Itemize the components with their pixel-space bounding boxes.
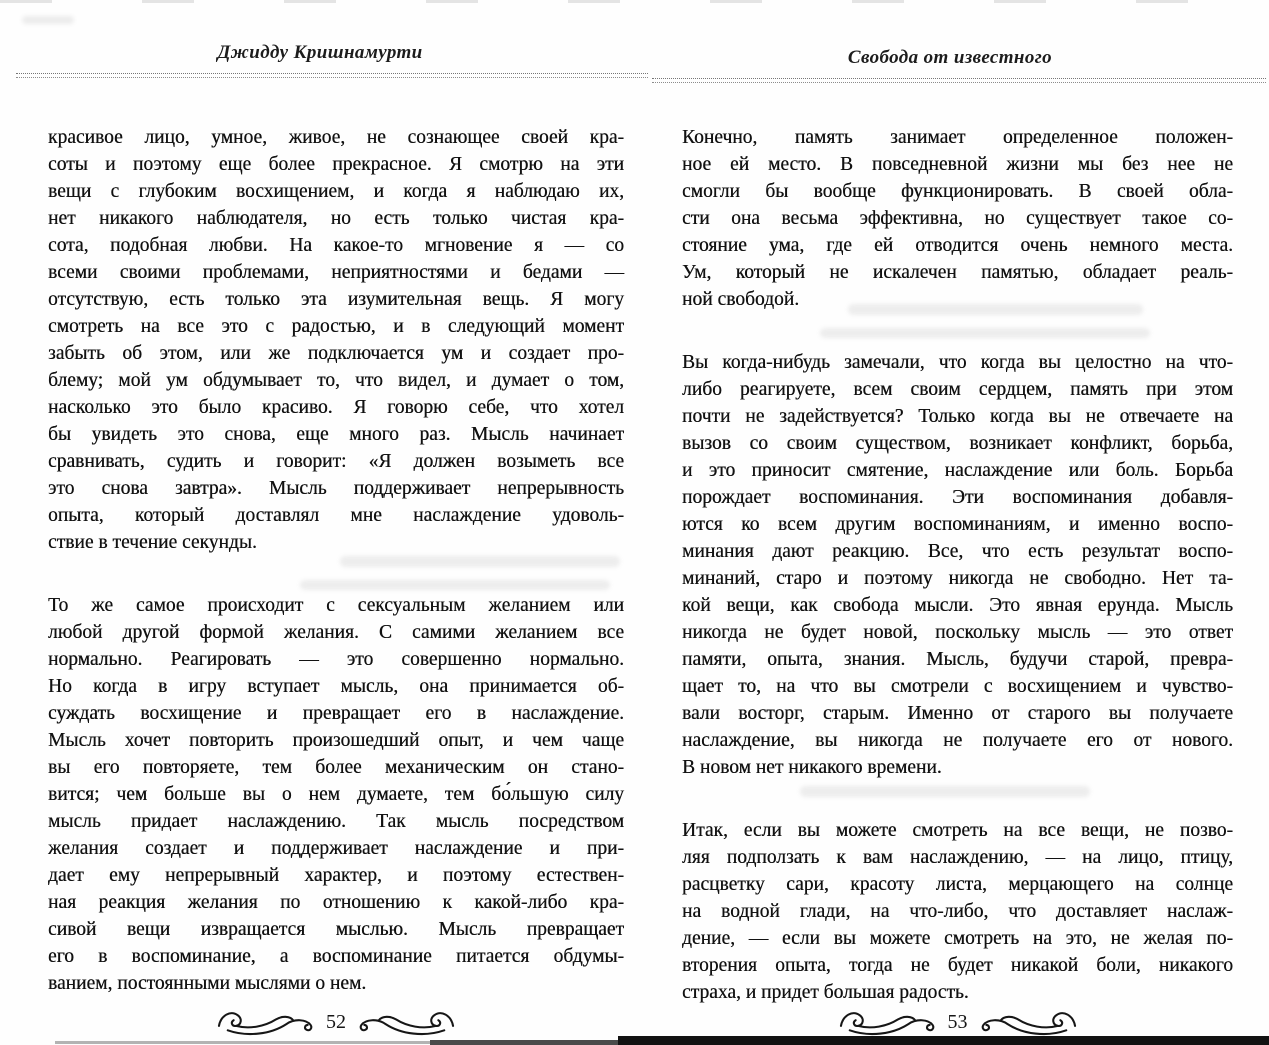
text-line: минания дают реакцию. Все, что есть результат воспо-: [682, 541, 1233, 562]
right-running-head: Свобода от известного: [847, 47, 1053, 68]
text-line: желания создает и поддерживает наслаждение и при-: [48, 838, 624, 859]
text-line: соты и поэтому еще более прекрасное. Я смотрю на эти: [48, 154, 624, 175]
text-line: Ум, который не искалечен памятью, обладает реаль-: [682, 262, 1233, 283]
text-line: мысль придает наслаждению. Так мысль посредством: [48, 811, 624, 832]
text-line: всеми своими проблемами, неприятностями и бедами —: [48, 262, 624, 283]
text-line: суждать восхищение и превращает его в наслаждение.: [48, 703, 624, 724]
right-page-number: 53: [947, 1010, 968, 1033]
text-line: Но когда в игру вступает мысль, она принимается об-: [48, 676, 624, 697]
text-line: ное ей место. В повседневной жизни мы без нее не: [682, 154, 1233, 175]
text-line: дение, — если вы можете смотреть на это, не желая по-: [682, 928, 1233, 949]
text-line: вали восторг, старым. Именно от старого вы получаете: [682, 703, 1233, 724]
text-line: страха, и придет большая радость.: [682, 982, 969, 1003]
text-line: расцветку сари, красоту листа, мерцающего на солнце: [682, 874, 1233, 895]
paragraph: [682, 124, 1233, 313]
text-line: щает то, на что вы смотрели с восхищением и чувство-: [682, 676, 1233, 697]
text-line: вторения опыта, тогда не будет никакой боли, никакого: [682, 955, 1233, 976]
text-line: ются ко всем другим воспоминаниям, и именно воспо-: [682, 514, 1233, 535]
text-line: красивое лицо, умное, живое, не сознающее своей кра-: [48, 127, 624, 148]
text-line: нет никакого наблюдателя, но есть только чистая кра-: [48, 208, 624, 229]
text-line: памяти, опыта, знания. Мысль, будучи старой, превра-: [682, 649, 1233, 670]
text-line: ной свободой.: [682, 289, 800, 310]
text-line: минаний, старо и поэтому никогда не свободно. Нет та-: [682, 568, 1233, 589]
flourish-ornament-icon: [358, 1007, 456, 1037]
text-line: Итак, если вы можете смотреть на все вещи, не позво-: [682, 820, 1233, 841]
text-line: сравнивать, судить и говорит: «Я должен возыметь все: [48, 451, 624, 472]
text-line: В новом нет никакого времени.: [682, 757, 942, 778]
scan-artifact-showthrough: [340, 556, 620, 567]
left-running-head: Джидду Кришнамурти: [217, 42, 423, 63]
text-line: кой вещи, как свобода мысли. Это явная ерунда. Мысль: [682, 595, 1233, 616]
text-line: наслаждение, вы никогда не получаете его от нового.: [682, 730, 1233, 751]
text-line: либо реагируете, всем своим сердцем, память при этом: [682, 379, 1233, 400]
scan-artifact-corner: [22, 16, 74, 24]
text-line: То же самое происходит с сексуальным желанием или: [48, 595, 624, 616]
flourish-ornament-icon: [838, 1007, 936, 1037]
text-line: блему; мой ум обдумывает то, что видел, и думает о том,: [48, 370, 624, 391]
text-line: вы его повторяете, тем более механическим он стано-: [48, 757, 624, 778]
text-line: смогли бы вообще функционировать. В своей обла-: [682, 181, 1233, 202]
text-line: забыть об этом, или же подключается ум и создает про-: [48, 343, 624, 364]
text-line: отсутствую, есть только эта изумительная вещь. Я могу: [48, 289, 624, 310]
left-page-number: 52: [326, 1010, 346, 1033]
text-line: сти она весьма эффективна, но существует такое со-: [682, 208, 1233, 229]
text-line: нормально. Реагировать — это совершенно нормально.: [48, 649, 624, 670]
text-line: ванием, постоянными мыслями о нем.: [48, 973, 367, 994]
text-line: ная реакция желания по отношению к какой-либо кра-: [48, 892, 624, 913]
text-line: смотреть на все это с радостью, и в следующий момент: [48, 316, 624, 337]
right-page-body: [682, 124, 1233, 1042]
paragraph: [48, 124, 624, 556]
text-line: ствие в течение секунды.: [48, 532, 257, 553]
text-line: Мысль хочет повторить произошедший опыт, и чем чаще: [48, 730, 624, 751]
text-line: вещи с глубоким восхищением, и когда я наблюдаю их,: [48, 181, 624, 202]
paragraph: [682, 349, 1233, 781]
right-page-footer: [682, 1004, 1233, 1040]
scan-artifact-bottom-bar: [618, 1036, 1269, 1045]
flourish-ornament-icon: [980, 1007, 1078, 1037]
text-line: на водной глади, на что-либо, что доставляет наслаж-: [682, 901, 1233, 922]
text-line: это снова завтра». Мысль поддерживает непрерывность: [48, 478, 624, 499]
text-line: и это приносит смятение, наслаждение или боль. Борьба: [682, 460, 1233, 481]
text-line: опыта, который доставлял мне наслаждение удоволь-: [48, 505, 624, 526]
text-line: ляя подползать к вам наслаждению, — на лицо, птицу,: [682, 847, 1233, 868]
right-header-rule: [652, 78, 1266, 83]
text-line: насколько это было красиво. Я говорю себе, что хотел: [48, 397, 624, 418]
text-line: его в воспоминание, а воспоминание питается обдумы-: [48, 946, 624, 967]
left-page-body: [48, 124, 624, 1033]
text-line: почти не задействуется? Только когда вы не отвечаете на: [682, 406, 1233, 427]
scan-artifact-showthrough: [820, 328, 1150, 338]
paragraph: [48, 592, 624, 997]
text-line: вызов со своим существом, возникает конфликт, борьба,: [682, 433, 1233, 454]
text-line: Конечно, память занимает определенное положен-: [682, 127, 1233, 148]
text-line: стояние ума, где ей отводится очень немного места.: [682, 235, 1233, 256]
text-line: любой другой формой желания. С самими желанием все: [48, 622, 624, 643]
scan-artifact-showthrough: [300, 580, 610, 590]
text-line: сивой вещи извращается мыслью. Мысль превращает: [48, 919, 624, 940]
text-line: Вы когда-нибудь замечали, что когда вы целостно на что-: [682, 352, 1233, 373]
text-line: бы увидеть это снова, еще много раз. Мысль начинает: [48, 424, 624, 445]
flourish-ornament-icon: [216, 1007, 314, 1037]
text-line: сота, подобная любви. На какое-то мгновение я — со: [48, 235, 624, 256]
scan-artifact-bottom-mid: [430, 1040, 622, 1045]
paragraph: [682, 817, 1233, 1006]
scan-artifact-top-edge: [0, 0, 1269, 3]
left-header-rule: [16, 73, 648, 78]
text-line: дает ему непрерывный характер, и поэтому естествен-: [48, 865, 624, 886]
scan-artifact-showthrough: [800, 786, 1090, 797]
text-line: порождает воспоминания. Эти воспоминания добавля-: [682, 487, 1233, 508]
left-page-footer: [48, 1004, 624, 1040]
text-line: вится; чем больше вы о нем думаете, тем бо́льшую силу: [48, 784, 624, 805]
text-line: никогда не будет новой, поскольку мысль — это ответ: [682, 622, 1233, 643]
scan-artifact-showthrough: [848, 304, 1143, 315]
